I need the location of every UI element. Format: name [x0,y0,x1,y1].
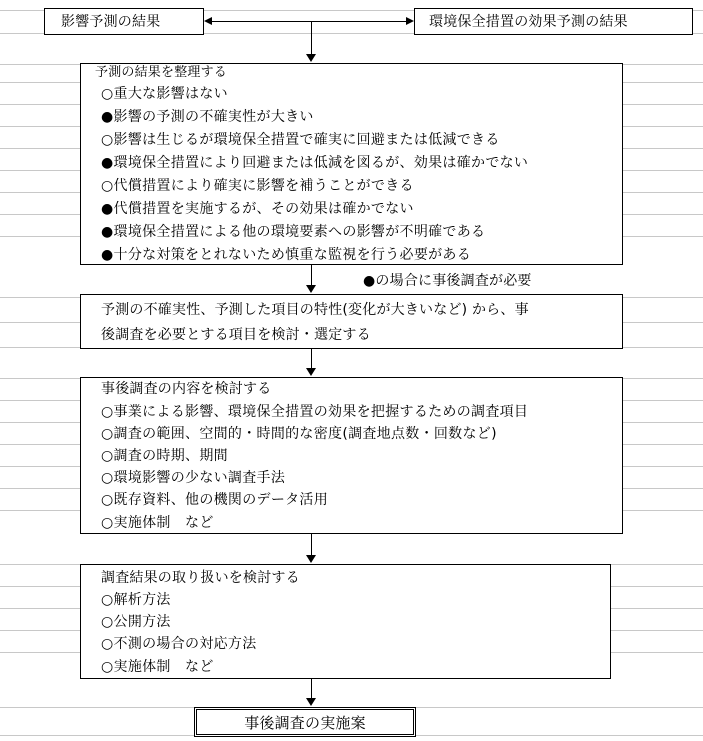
result-handling-item: ○実施体制 など [101,659,214,675]
arrow-right-icon [406,17,414,25]
connector-line [311,349,312,368]
arrow-down-icon [306,285,316,293]
survey-content-item: ○既存資料、他の機関のデータ活用 [101,492,329,508]
result-handling-box [80,564,611,679]
select-survey-items-line: 後調査を必要とする項目を検討・選定する [101,327,371,343]
arrow-left-icon [204,17,212,25]
organize-item: ●影響の予測の不確実性が大きい [101,109,314,125]
survey-content-item: ○実施体制 など [101,515,214,531]
organize-results-box [80,63,623,265]
connector-line [311,679,312,698]
connector-line [311,21,312,54]
mitigation-effect-result-label: 環境保全措置の効果予測の結果 [429,14,628,30]
organize-item: ○影響は生じるが環境保全措置で確実に回避または低減できる [101,132,500,148]
select-survey-items-line: 予測の不確実性、予測した項目の特性(変化が大きいなど) から、事 [101,302,529,318]
connector-line [311,265,312,285]
organize-item: ○重大な影響はない [101,86,228,102]
survey-content-item: ○調査の時期、期間 [101,448,228,464]
organize-item: ○代償措置により確実に影響を補うことができる [101,178,414,194]
impact-prediction-result-box [44,8,204,35]
impact-prediction-result-label: 影響予測の結果 [61,14,161,30]
survey-content-item: ○調査の範囲、空間的・時間的な密度(調査地点数・回数など) [101,426,497,442]
arrow-down-icon [306,368,316,376]
arrow-down-icon [306,54,316,62]
organize-item: ●環境保全措置により回避または低減を図るが、効果は確かでない [101,155,529,171]
bidirectional-connector [212,21,406,22]
survey-content-box [80,377,623,534]
arrow-down-icon [306,555,316,563]
mitigation-effect-result-box [414,8,693,35]
arrow-down-icon [306,698,316,706]
survey-content-item: ○事業による影響、環境保全措置の効果を把握するための調査項目 [101,404,529,420]
organize-item: ●十分な対策をとれないため慎重な監視を行う必要がある [101,247,472,263]
organize-item: ●代償措置を実施するが、その効果は確かでない [101,201,414,217]
survey-content-title: 事後調査の内容を検討する [101,381,272,397]
result-handling-title: 調査結果の取り扱いを検討する [101,570,300,586]
organize-item: ●環境保全措置による他の環境要素への影響が不明確である [101,224,486,240]
post-survey-condition-note: ●の場合に事後調査が必要 [363,273,532,289]
result-handling-item: ○解析方法 [101,592,171,608]
result-handling-item: ○不測の場合の対応方法 [101,636,257,652]
result-handling-item: ○公開方法 [101,614,171,630]
select-survey-items-box [80,294,623,349]
post-survey-plan-label: 事後調査の実施案 [244,714,366,732]
connector-line [311,534,312,555]
post-survey-plan-box [194,707,416,737]
organize-results-title: 予測の結果を整理する [95,65,228,80]
survey-content-item: ○環境影響の少ない調査手法 [101,470,286,486]
